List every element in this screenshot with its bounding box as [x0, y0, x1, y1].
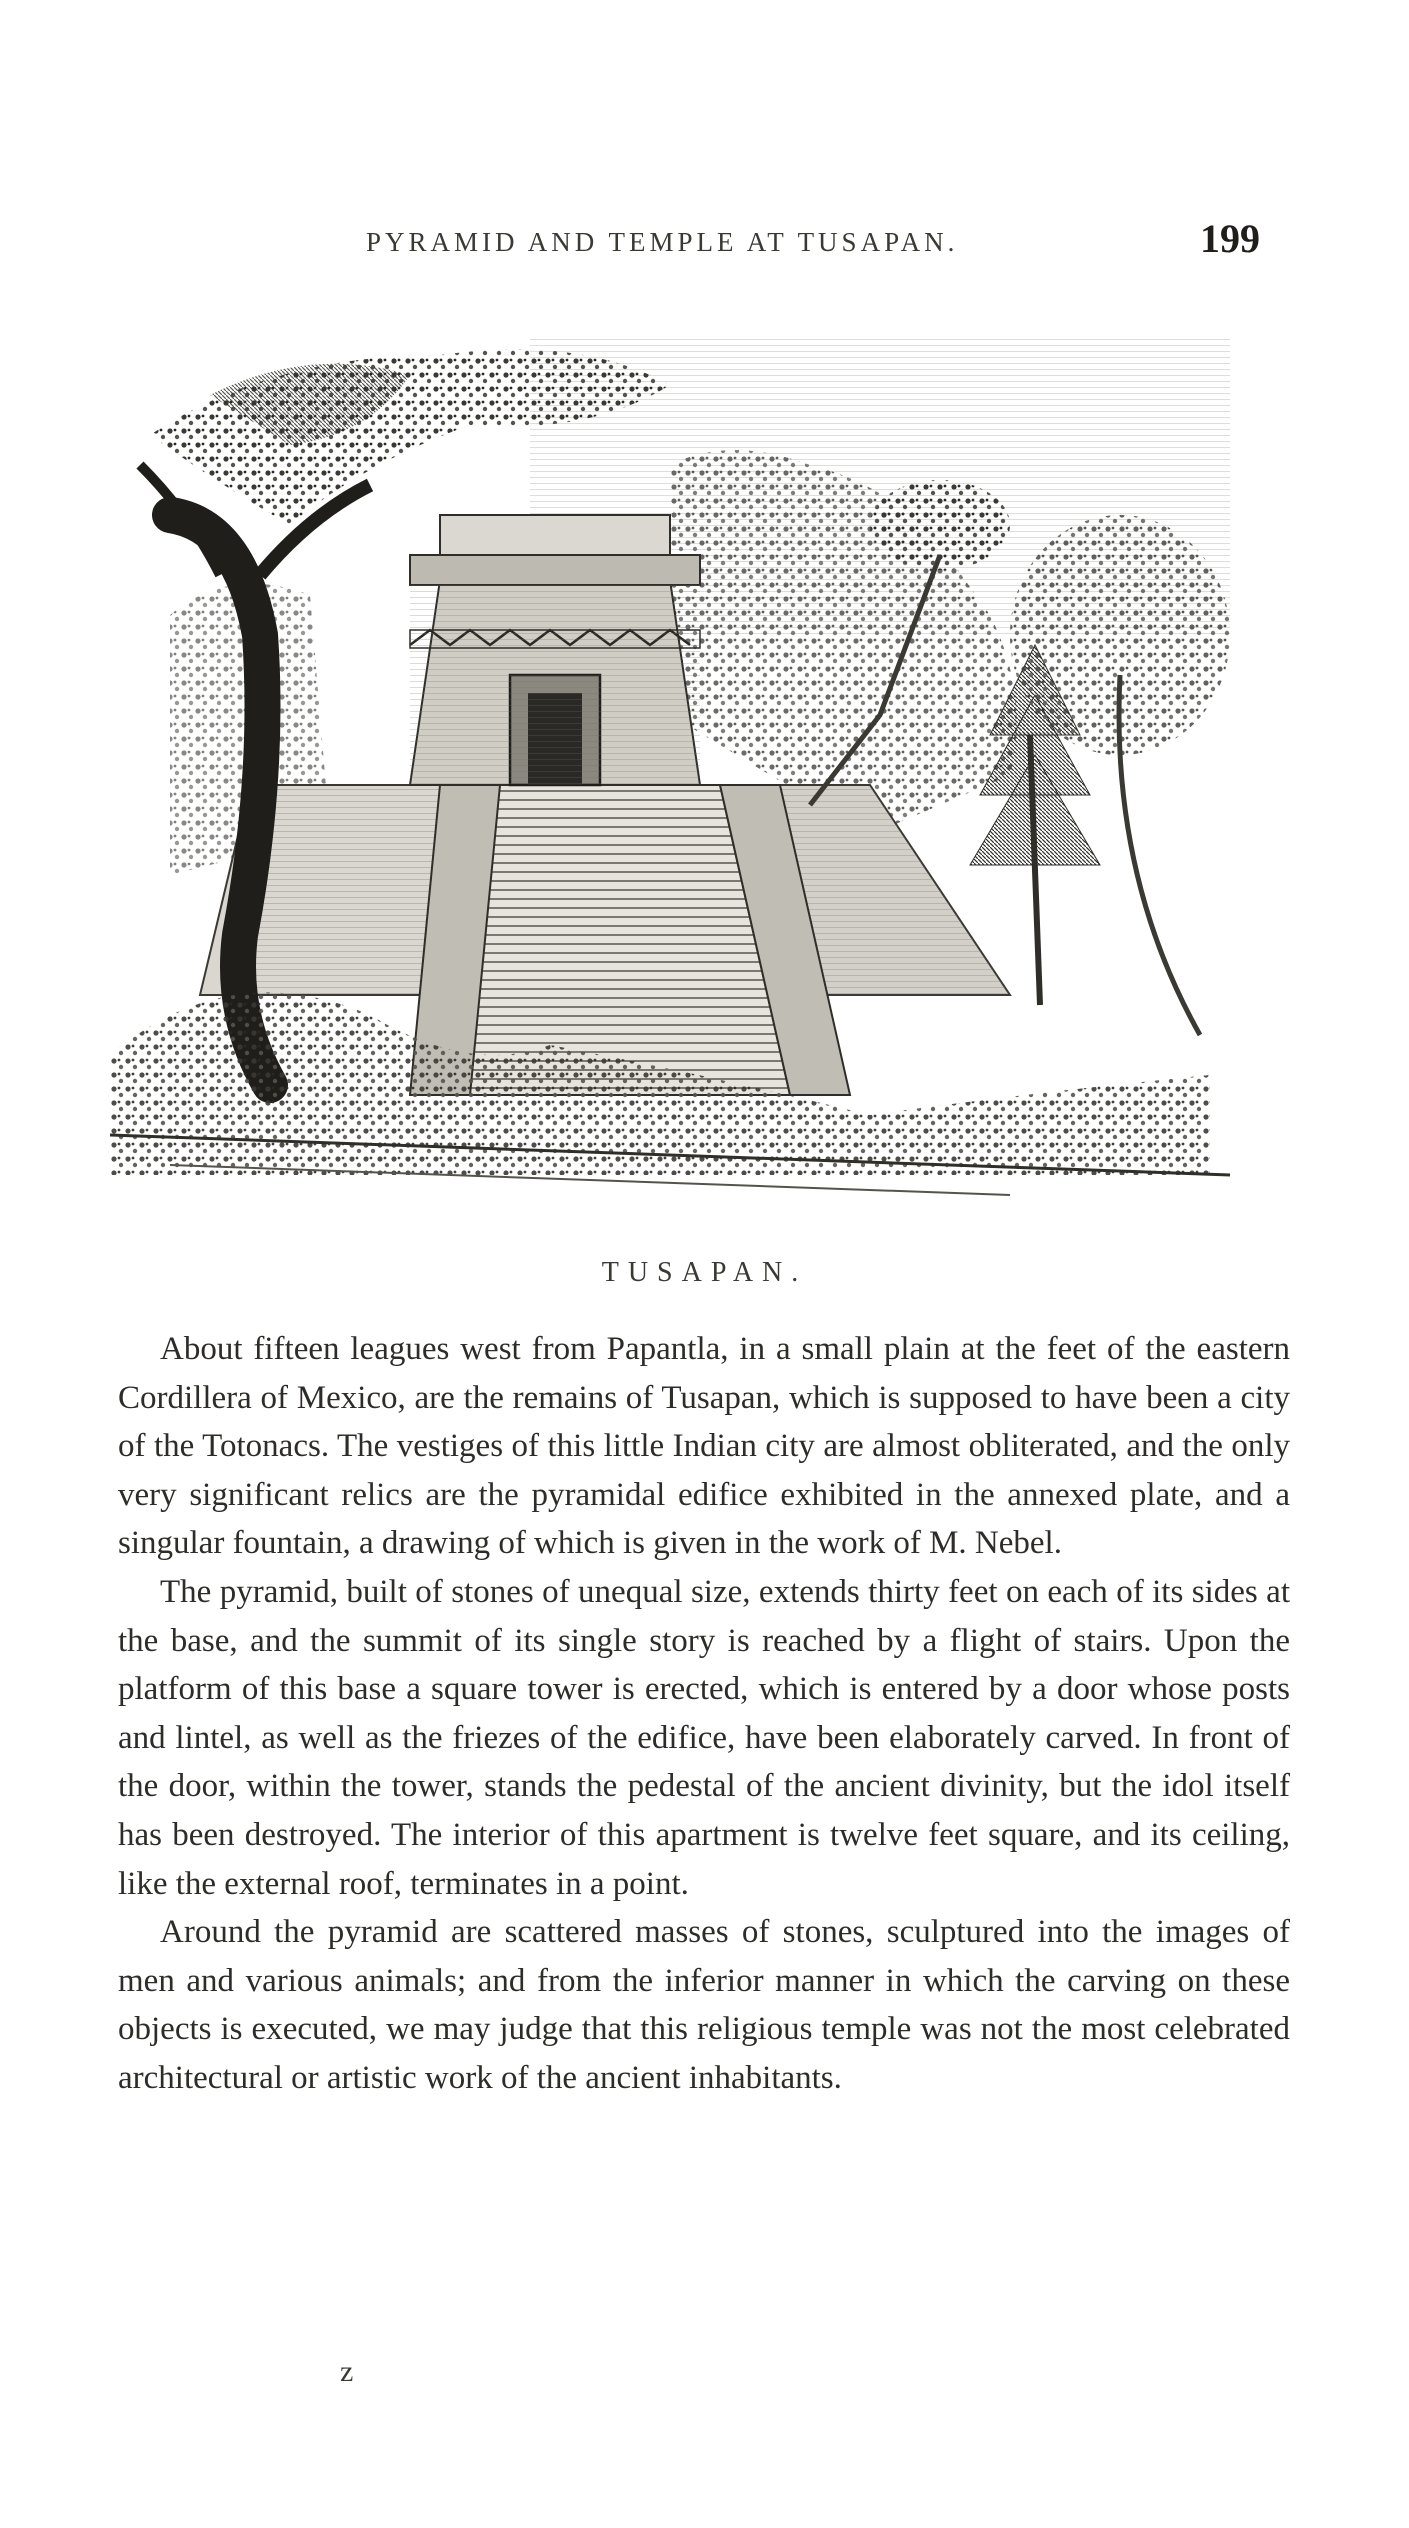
engraving-plate [110, 315, 1260, 1215]
page-number: 199 [1200, 216, 1260, 261]
paragraph-3: Around the pyramid are scattered masses of stones, sculptured into the images of men and various animals; and from the inferior manner in which the carving on these objects is executed, we may judge that this religious temple was not the most celebrated architectural or artistic work of the ancient inhabitants. [118, 1914, 1290, 2096]
plate-caption: TUSAPAN. [601, 1257, 808, 1288]
paragraph-1: About fifteen leagues west from Papantla, in a small plain at the feet of the eastern Cordillera of Mexico, are the remains of Tusapan, which is supposed to have been a city of the Totonacs. The vestiges of this little Indian city are almost obliterated, and the only very significant relics are the pyramidal edifice exhibited in the annexed plate, and a singular fountain, a drawing of which is given in the work of M. Nebel. [118, 1331, 1290, 1562]
running-title: PYRAMID AND TEMPLE AT TUSAPAN. [366, 227, 959, 257]
signature-mark: z [340, 2355, 354, 2388]
paragraph-2: The pyramid, built of stones of unequal size, extends thirty feet on each of its sides at the base, and the summit of its single story is reached by a flight of stairs. Upon the platform of this base a square tower is erected, which is entered by a door whose posts and lintel, as well as the friezes of the edifice, have been elaborately carved. In front of the door, within the tower, stands the pedestal of the ancient divinity, but the idol itself has been destroyed. The interior of this apartment is twelve feet square, and its ceiling, like the external roof, terminates in a point. [118, 1573, 1290, 1902]
body-text [118, 1325, 1290, 2103]
temple-tower [410, 515, 700, 785]
running-head [0, 215, 1409, 275]
pyramid-temple-engraving [110, 315, 1260, 1215]
